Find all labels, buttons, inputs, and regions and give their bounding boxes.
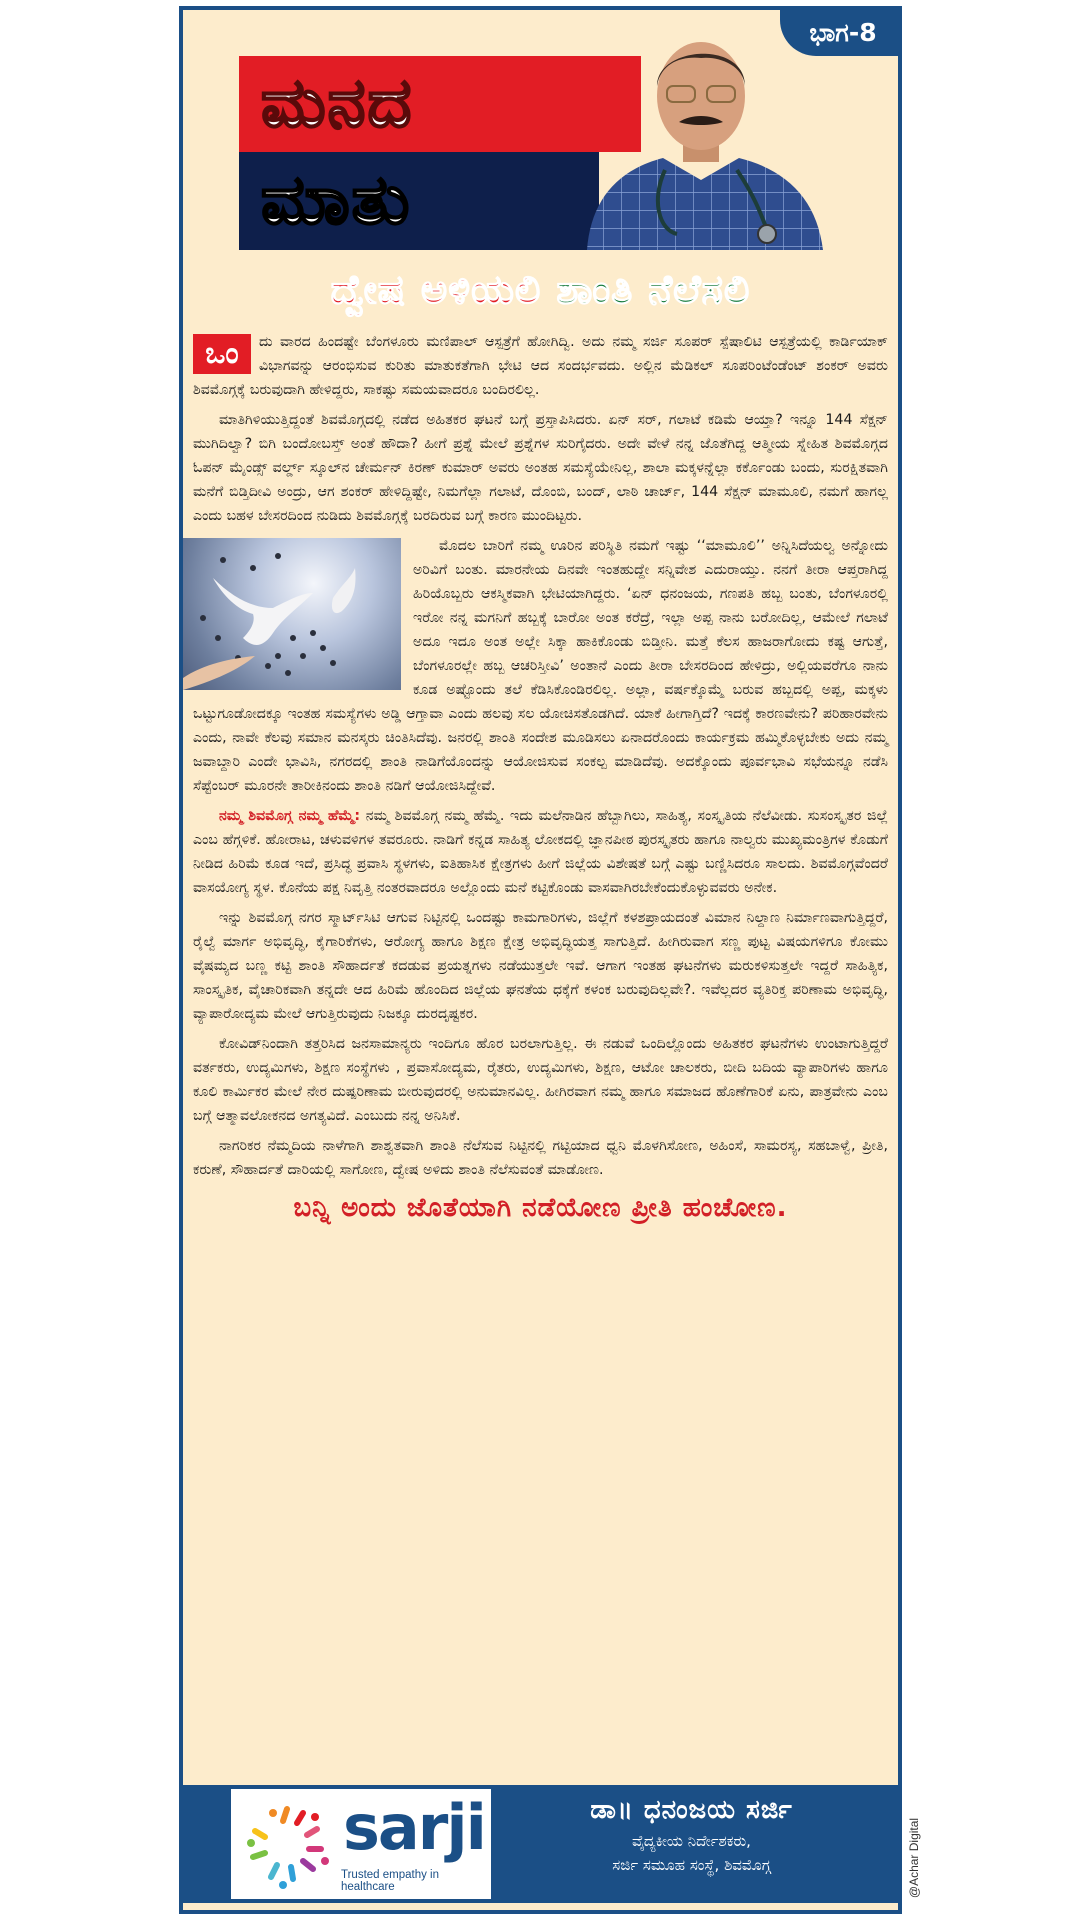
headline-green: ಶಾಂತಿ ನೆಲೆಸಲಿ — [556, 267, 751, 313]
doves-photo — [183, 538, 401, 690]
part-badge: ಭಾಗ-8 — [780, 10, 898, 56]
shirt — [587, 158, 823, 250]
paragraph-5-text: ಇನ್ನು ಶಿವಮೊಗ್ಗ ನಗರ ಸ್ಮಾರ್ಟ್‌ಸಿಟಿ ಆಗುವ ನಿಟ್ಟಿನಲ್ಲಿ ಒಂದಷ್ಟು ಕಾಮಗಾರಿಗಳು, ಜಿಲ್ಲೆಗೆ ಕಳಶಪ್ರಾಯದಂತೆ ವಿಮಾನ ನಿಲ್ದಾಣ ನಿರ್ಮಾಣವಾಗುತ್ತಿದ್ದರೆ, ರೈಲ್ವೆ ಮಾರ್ಗ ಅಭಿವೃದ್ಧಿ, ಕೈಗಾರಿಕೆಗಳು, ಆರೋಗ್ಯ ಹಾಗೂ ಶಿಕ್ಷಣ ಕ್ಷೇತ್ರ ಅಭಿವೃದ್ಧಿಯತ್ತ ಸಾಗುತ್ತಿದೆ. ಹೀಗಿರುವಾಗ ಸಣ್ಣ ಪುಟ್ಟ ವಿಷಯಗಳಿಗೂ ಕೋಮು ವೈಷಮ್ಯದ ಬಣ್ಣ ಕಟ್ಟಿ ಶಾಂತಿ ಸೌಹಾರ್ದತೆ ಕದಡುವ ಪ್ರಯತ್ನಗಳು ನಡೆಯುತ್ತಲೇ ಇವೆ. ಆಗಾಗ ಇಂತಹ ಘಟನೆಗಳು ಮರುಕಳಿಸುತ್ತಲೇ ಇದ್ದರೆ ಸಾಹಿತ್ಯಿಕ, ಸಾಂಸ್ಕೃತಿಕ, ವೈಚಾರಿಕವಾಗಿ ತನ್ನದೇ ಆದ ಹಿರಿಮೆ ಹೊಂದಿದ ಜಿಲ್ಲೆಯ ಘನತೆಯ ಧಕ್ಕೆಗೆ ಕಳಂಕ ಬರುವುದಿಲ್ಲವೇ?. ಇವೆಲ್ಲದರ ವ್ಯತಿರಿಕ್ತ ಪರಿಣಾಮ ಅಭಿವೃದ್ಧಿ, ವ್ಯಾಪಾರೋದ್ಯಮ ಮೇಲೆ ಆಗುತ್ತಿರುವುದು ನಿಜಕ್ಕೂ ದುರದೃಷ್ಟಕರ. — [193, 910, 888, 1022]
sarji-tagline: Trusted empathy in healthcare — [341, 1869, 440, 1893]
footer-band — [183, 1785, 898, 1903]
headline-red: ದ್ವೇಷ ಅಳಿಯಲಿ — [330, 267, 542, 313]
paragraph-6 — [193, 1032, 888, 1128]
paragraph-1-text: ದು ವಾರದ ಹಿಂದಷ್ಟೇ ಬೆಂಗಳೂರು ಮಣಿಪಾಲ್ ಆಸ್ಪತ್ರೆಗೆ ಹೋಗಿದ್ವಿ. ಅದು ನಮ್ಮ ಸರ್ಜಿ ಸೂಪರ್ ಸ್ಪೆಷಾಲಿಟಿ ಆಸ್ಪತ್ರೆಯಲ್ಲಿ ಕಾರ್ಡಿಯಾಕ್ ವಿಭಾಗವನ್ನು ಆರಂಭಿಸುವ ಕುರಿತು ಮಾತುಕತೆಗಾಗಿ ಭೇಟಿ ಆದ ಸಂದರ್ಭವದು. ಅಲ್ಲಿನ ಮೆಡಿಕಲ್ ಸೂಪರಿಂಟೆಂಡೆಂಟ್ ಶಂಕರ್ ಅವರು ಶಿವಮೊಗ್ಗಕ್ಕೆ ಬರುವುದಾಗಿ ಹೇಳಿದ್ದರು, ಸಾಕಷ್ಟು ಸಮಯವಾದರೂ ಬಂದಿರಲಿಲ್ಲ. — [193, 334, 888, 398]
sarji-logo-mark-icon — [237, 1795, 337, 1895]
author-organization: ಸರ್ಜಿ ಸಮೂಹ ಸಂಸ್ಥೆ, ಶಿವಮೊಗ್ಗ — [612, 1856, 771, 1874]
paragraph-1 — [193, 330, 888, 402]
paragraph-2 — [193, 408, 888, 528]
paragraph-5 — [193, 906, 888, 1026]
headline — [183, 260, 898, 320]
closing-line: ಬನ್ನಿ ಅಂದು ಜೊತೆಯಾಗಿ ನಡೆಯೋಣ ಪ್ರೀತಿ ಹಂಚೋಣ. — [293, 1193, 788, 1223]
masthead — [239, 56, 839, 252]
paragraph-4 — [193, 804, 888, 900]
author-name: ಡಾ॥ ಧನಂಜಯ ಸರ್ಜಿ — [590, 1795, 793, 1825]
section-lead: ನಮ್ಮ ಶಿವಮೊಗ್ಗ ನಮ್ಮ ಹೆಮ್ಮೆ: — [219, 808, 361, 824]
credit-text: @Achar Digital — [907, 1817, 921, 1899]
newspaper-column — [179, 6, 902, 1914]
drop-cap: ಒಂ — [193, 334, 251, 374]
masthead-line1: ಮನದ — [239, 56, 641, 152]
author-title: ವೈದ್ಯಕೀಯ ನಿರ್ದೇಶಕರು, — [632, 1832, 751, 1850]
doves-illustration — [183, 538, 401, 690]
masthead-line2: ಮಾತು — [239, 152, 599, 250]
doctor-portrait — [567, 30, 835, 250]
face — [657, 42, 745, 150]
paragraph-3-text: ಮೊದಲ ಬಾರಿಗೆ ನಮ್ಮ ಊರಿನ ಪರಿಸ್ಥಿತಿ ನಮಗೆ ಇಷ್ಟು ‘‘ಮಾಮೂಲಿ’’ ಅನ್ನಿಸಿದೆಯಲ್ವ ಅನ್ನೋದು ಅರಿವಿಗೆ ಬಂತು. ಮಾರನೇಯ ದಿನವೇ ಇಂತಹುದ್ದೇ ಸನ್ನಿವೇಶ ಎದುರಾಯ್ತು. ನನಗೆ ತೀರಾ ಆಪ್ತರಾಗಿದ್ದ ಹಿರಿಯೊಬ್ಬರು ಆಕಸ್ಮಿಕವಾಗಿ ಭೇಟಿಯಾಗಿದ್ದರು. ‘ಏನ್ ಧನಂಜಯ, ಗಣಪತಿ ಹಬ್ಬ ಬಂತು, ಬೆಂಗಳೂರಲ್ಲಿ ಇರೋ ನನ್ನ ಮಗನಿಗೆ ಹಬ್ಬಕ್ಕೆ ಬಾರೋ ಅಂತ ಕರೆದ್ರೆ, ಇಲ್ಲಾ ಅಪ್ಪ ನಾನು ಬರೋದಿಲ್ಲ, ಆಮೇಲೆ ಗಲಾಟೆ ಅದೂ ಇದೂ ಅಂತ ಅಲ್ಲೇ ಸಿಕ್ಕಾ ಹಾಕಿಕೊಂಡು ಬಿಡ್ತೀನಿ. ಮತ್ತೆ ಕೆಲಸ ಹಾಜರಾಗೋದು ಕಷ್ಟ ಆಗುತ್ತೆ, ಬೆಂಗಳೂರಲ್ಲೇ ಹಬ್ಬ ಆಚರಿಸ್ತೀವಿ’ ಅಂತಾನೆ ಎಂದು ತೀರಾ ಬೇಸರದಿಂದ ಹೇಳಿದ್ರು, ಅಲ್ಲಿಯವರೆಗೂ ನಾನು ಕೂಡ ಅಷ್ಟೊಂದು ತಲೆ ಕೆಡಿಸಿಕೊಂಡಿರಲಿಲ್ಲ. ಅಲ್ಲಾ, ವರ್ಷಕ್ಕೊಮ್ಮೆ ಬರುವ ಹಬ್ಬದಲ್ಲಿ ಅಪ್ಪ, ಮಕ್ಕಳು ಒಟ್ಟುಗೂಡೋದಕ್ಕೂ ಇಂತಹ ಸಮಸ್ಯೆಗಳು ಅಡ್ಡಿ ಆಗ್ತಾವಾ ಎಂದು ಹಲವು ಸಲ ಯೋಚಿಸತೊಡಗಿದೆ. ಯಾಕೆ ಹೀಗಾಗ್ತಿದೆ? ಇದಕ್ಕೆ ಕಾರಣವೇನು? ಪರಿಹಾರವೇನು ಎಂದು, ನಾವೇ ಕೆಲವು ಸಮಾನ ಮನಸ್ಕರು ಚಿಂತಿಸಿದೆವು. ಜನರಲ್ಲಿ ಶಾಂತಿ ಸಂದೇಶ ಮೂಡಿಸಲು ಏನಾದರೊಂದು ಕಾರ್ಯಕ್ರಮ ಹಮ್ಮಿಕೊಳ್ಳಬೇಕು ಅದು ನಮ್ಮ ಜವಾಬ್ದಾರಿ ಎಂದೇ ಭಾವಿಸಿ, ನಗರದಲ್ಲಿ ಶಾಂತಿ ನಾಡಿಗೆಯೊಂದನ್ನು ಆಯೋಜಿಸುವ ಸಂಕಲ್ಪ ಮಾಡಿದೆವು. ಅದಕ್ಕೊಂದು ಪೂರ್ವಭಾವಿ ಸಭೆಯನ್ನೂ ನಡೆಸಿ ಸೆಪ್ಟೆಂಬರ್ ಮೂರನೇ ತಾರೀಕಿನಂದು ಶಾಂತಿ ನಡಿಗೆ ಆಯೋಜಿಸಿದ್ದೇವೆ. — [193, 538, 888, 794]
photo-credit — [904, 1800, 924, 1916]
paragraph-7-text: ನಾಗರಿಕರ ನೆಮ್ಮದಿಯ ನಾಳೆಗಾಗಿ ಶಾಶ್ವತವಾಗಿ ಶಾಂತಿ ನೆಲೆಸುವ ನಿಟ್ಟಿನಲ್ಲಿ ಗಟ್ಟಿಯಾದ ಧ್ವನಿ ಮೊಳಗಿಸೋಣ, ಅಹಿಂಸೆ, ಸಾಮರಸ್ಯ, ಸಹಬಾಳ್ವೆ, ಪ್ರೀತಿ, ಕರುಣೆ, ಸೌಹಾರ್ದತೆ ದಾರಿಯಲ್ಲಿ ಸಾಗೋಣ, ದ್ವೇಷ ಅಳಿದು ಶಾಂತಿ ನೆಲೆಸುವಂತೆ ಮಾಡೋಣ. — [193, 1138, 888, 1178]
paragraph-7 — [193, 1134, 888, 1182]
sarji-logo — [231, 1789, 491, 1899]
paragraph-4-text: ನಮ್ಮ ಶಿವಮೊಗ್ಗ ನಮ್ಮ ಹೆಮ್ಮೆ. ಇದು ಮಲೆನಾಡಿನ ಹೆಬ್ಬಾಗಿಲು, ಸಾಹಿತ್ಯ, ಸಂಸ್ಕೃತಿಯ ನೆಲೆವೀಡು. ಸುಸಂಸ್ಕೃತರ ಜಿಲ್ಲೆ ಎಂಬ ಹೆಗ್ಗಳಿಕೆ. ಹೋರಾಟ, ಚಳುವಳಿಗಳ ತವರೂರು. ನಾಡಿಗೆ ಕನ್ನಡ ಸಾಹಿತ್ಯ ಲೋಕದಲ್ಲಿ ಜ್ಞಾನಪೀಠ ಪುರಸ್ಕೃತರು ಹಾಗೂ ನಾಲ್ವರು ಮುಖ್ಯಮಂತ್ರಿಗಳ ಕೊಡುಗೆ ನೀಡಿದ ಹಿರಿಮೆ ಕೂಡ ಇದೆ, ಪ್ರಸಿದ್ಧ ಪ್ರವಾಸಿ ಸ್ಥಳಗಳು, ಐತಿಹಾಸಿಕ ಕ್ಷೇತ್ರಗಳು ಹೀಗೆ ಜಿಲ್ಲೆಯ ವಿಶೇಷತೆ ಬಗ್ಗೆ ಎಷ್ಟು ಬಣ್ಣಿಸಿದರೂ ಸಾಲದು. ಶಿವಮೊಗ್ಗವೆಂದರೆ ವಾಸಯೋಗ್ಯ ಸ್ಥಳ. ಕೊನೆಯ ಪಕ್ಷ ನಿವೃತ್ತಿ ನಂತರವಾದರೂ ಅಲ್ಲೊಂದು ಮನೆ ಕಟ್ಟಿಕೊಂಡು ವಾಸವಾಗಿರಬೇಕೆಂದುಕೊಳ್ಳುವವರು ಅನೇಕ. — [193, 808, 888, 896]
sarji-logo-wordmark: sarji — [343, 1791, 485, 1864]
article-body — [193, 330, 888, 1228]
paragraph-6-text: ಕೋವಿಡ್‌ನಿಂದಾಗಿ ತತ್ತರಿಸಿದ ಜನಸಾಮಾನ್ಯರು ಇಂದಿಗೂ ಹೊರ ಬರಲಾಗುತ್ತಿಲ್ಲ. ಈ ನಡುವೆ ಒಂದಿಲ್ಲೊಂದು ಅಹಿತಕರ ಘಟನೆಗಳು ಉಂಟಾಗುತ್ತಿದ್ದರೆ ವರ್ತಕರು, ಉದ್ಯಮಿಗಳು, ಶಿಕ್ಷಣ ಸಂಸ್ಥೆಗಳು , ಪ್ರವಾಸೋದ್ಯಮ, ರೈತರು, ಉದ್ಯಮಿಗಳು, ಶಿಕ್ಷಣ, ಆಟೋ ಚಾಲಕರು, ಬೀದಿ ಬದಿಯ ವ್ಯಾಪಾರಿಗಳು ಹಾಗೂ ಕೂಲಿ ಕಾರ್ಮಿಕರ ಮೇಲೆ ನೇರ ದುಷ್ಪರಿಣಾಮ ಬೀರುವುದರಲ್ಲಿ ಅನುಮಾನವಿಲ್ಲ. ಹೀಗಿರವಾಗ ನಮ್ಮ ಹಾಗೂ ಸಮಾಜದ ಹೊಣೆಗಾರಿಕೆ ಏನು, ಪಾತ್ರವೇನು ಎಂಬ ಬಗ್ಗೆ ಆತ್ಮಾವಲೋಕನದ ಅಗತ್ಯವಿದೆ. ಎಂಬುದು ನನ್ನ ಅನಿಸಿಕೆ. — [193, 1036, 888, 1124]
paragraph-2-text: ಮಾತಿಗಿಳಿಯುತ್ತಿದ್ದಂತೆ ಶಿವಮೊಗ್ಗದಲ್ಲಿ ನಡೆದ ಅಹಿತಕರ ಘಟನೆ ಬಗ್ಗೆ ಪ್ರಸ್ತಾಪಿಸಿದರು. ಏನ್ ಸರ್, ಗಲಾಟೆ ಕಡಿಮೆ ಆಯ್ತಾ? ಇನ್ನೂ 144 ಸೆಕ್ಷನ್ ಮುಗಿದಿಲ್ವಾ? ಬಿಗಿ ಬಂದೋಬಸ್ತ್ ಅಂತೆ ಹೌದಾ? ಹೀಗೆ ಪ್ರಶ್ನೆ ಮೇಲೆ ಪ್ರಶ್ನೆಗಳ ಸುರಿಗೈದರು. ಅದೇ ವೇಳೆ ನನ್ನ ಜೊತೆಗಿದ್ದ ಆತ್ಮೀಯ ಸ್ನೇಹಿತ ಶಿವಮೊಗ್ಗದ ಓಪನ್ ಮೈಂಡ್ಸ್ ವರ್ಲ್ಡ್ ಸ್ಕೂಲ್‌ನ ಚೇರ್ಮನ್ ಕಿರಣ್ ಕುಮಾರ್ ಅವರು ಅಂತಹ ಸಮಸ್ಯೆಯೇನಿಲ್ಲ, ಶಾಲಾ ಮಕ್ಕಳನ್ನೆಲ್ಲಾ ಕರ್ಕೊಂಡು ಬಂದು, ಸುರಕ್ಷಿತವಾಗಿ ಮನೆಗೆ ಬಿಡ್ತಿದೀವಿ ಅಂದ್ರು, ಆಗ ಶಂಕರ್ ಹೇಳಿದ್ದಿಷ್ಟೇ, ನಿಮಗೆಲ್ಲಾ ಗಲಾಟೆ, ದೊಂಬಿ, ಬಂದ್, ಲಾಠಿ ಚಾರ್ಜ್, 144 ಸೆಕ್ಷನ್ ಮಾಮೂಲಿ, ನಮಗೆ ಹಾಗಲ್ಲ ಎಂದು ಬಹಳ ಬೇಸರದಿಂದ ನುಡಿದು ಶಿವಮೊಗ್ಗಕ್ಕೆ ಬರದಿರುವ ಬಗ್ಗೆ ಕಾರಣ ಮುಂದಿಟ್ಟರು. — [193, 412, 888, 524]
author-signature — [493, 1791, 890, 1877]
